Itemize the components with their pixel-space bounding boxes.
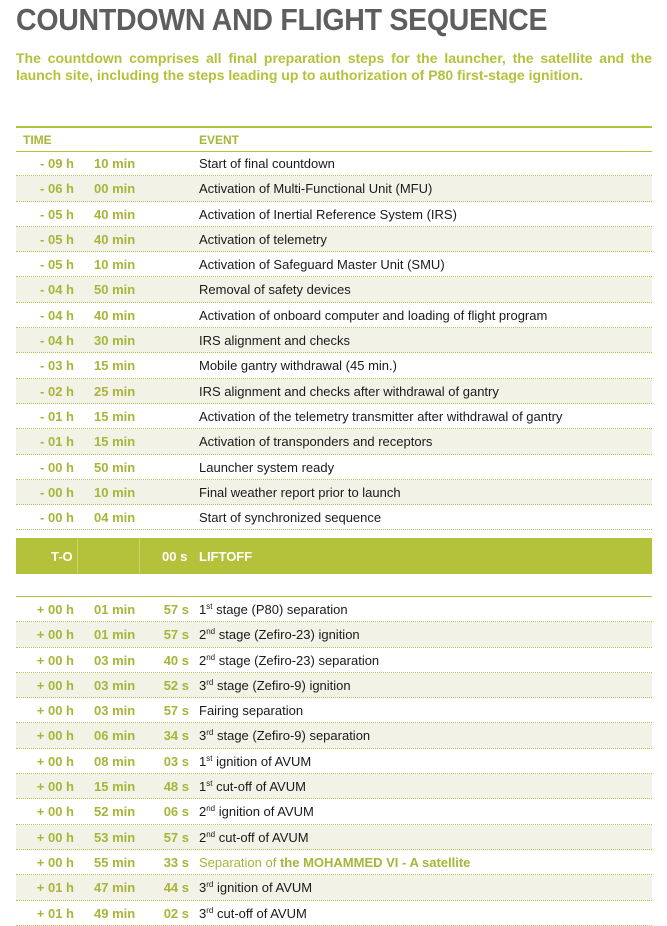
- seconds-cell: 48 s: [163, 779, 189, 795]
- minutes-cell: 53 min: [94, 829, 136, 845]
- hours-cell: - 02 h: [40, 383, 74, 399]
- event-cell: [199, 653, 379, 668]
- event-cell: Launcher system ready: [199, 459, 335, 475]
- seconds-cell: 57 s: [163, 703, 189, 719]
- ordinal-suffix: nd: [206, 627, 216, 637]
- event-text: cut-off of AVUM: [213, 905, 307, 921]
- ordinal-suffix: rd: [206, 905, 214, 915]
- minutes-cell: 15 min: [94, 779, 136, 795]
- minutes-cell: 15 min: [94, 358, 136, 374]
- hours-cell: - 00 h: [40, 459, 74, 475]
- event-cell: Activation of transponders and receptors: [199, 434, 433, 450]
- event-text: stage (Zefiro-23) ignition: [215, 627, 360, 643]
- hours-cell: - 06 h: [40, 181, 74, 197]
- minutes-cell: 25 min: [94, 383, 136, 399]
- hours-cell: + 00 h: [36, 728, 74, 744]
- hours-cell: - 09 h: [40, 156, 74, 171]
- minutes-cell: 03 min: [94, 677, 136, 693]
- event-cell: [199, 880, 312, 895]
- table-row: [16, 698, 652, 723]
- minutes-cell: 50 min: [94, 282, 136, 298]
- hours-cell: - 05 h: [40, 231, 74, 247]
- table-row: [16, 850, 652, 875]
- event-cell: [199, 754, 311, 769]
- minutes-cell: 06 min: [94, 728, 136, 744]
- satellite-name: the MOHAMMED VI - A satellite: [279, 854, 471, 870]
- table-row: [16, 799, 652, 824]
- table-row: [16, 303, 652, 328]
- seconds-cell: 52 s: [163, 677, 189, 693]
- ordinal-suffix: st: [206, 602, 213, 611]
- ordinal-number: 1: [199, 602, 207, 617]
- seconds-cell: 44 s: [163, 880, 189, 896]
- event-cell: [199, 627, 360, 642]
- minutes-cell: 00 min: [94, 181, 136, 197]
- minutes-cell: 52 min: [94, 804, 136, 820]
- event-header: EVENT: [199, 133, 240, 147]
- hours-cell: - 00 h: [40, 510, 74, 526]
- liftoff-seconds: 00 s: [162, 549, 188, 564]
- table-row: [16, 404, 652, 429]
- table-row: [16, 151, 652, 176]
- hours-cell: - 01 h: [40, 434, 74, 450]
- table-row: [16, 480, 652, 505]
- hours-cell: + 01 h: [36, 880, 74, 896]
- minutes-cell: 40 min: [94, 206, 136, 222]
- countdown-table: [16, 151, 652, 530]
- hours-cell: + 00 h: [36, 677, 74, 693]
- event-cell: Mobile gantry withdrawal (45 min.): [199, 358, 397, 374]
- hours-cell: - 04 h: [40, 307, 74, 323]
- liftoff-label: T-O: [51, 549, 73, 564]
- event-cell: Removal of safety devices: [199, 282, 351, 298]
- event-cell: Final weather report prior to launch: [199, 484, 401, 500]
- table-row: [16, 176, 652, 201]
- minutes-cell: 47 min: [94, 880, 136, 896]
- minutes-cell: 49 min: [94, 905, 136, 921]
- seconds-cell: 33 s: [163, 854, 189, 870]
- event-text: stage (Zefiro-9) ignition: [213, 677, 351, 693]
- event-cell: [199, 855, 470, 870]
- event-cell: [199, 830, 309, 845]
- table-row: [16, 379, 652, 404]
- ordinal-suffix: st: [206, 779, 213, 789]
- table-row: [16, 353, 652, 378]
- table-row: [16, 648, 652, 673]
- table-row: [16, 723, 652, 748]
- hours-cell: + 00 h: [36, 829, 74, 845]
- event-cell: Start of final countdown: [199, 156, 335, 171]
- hours-cell: - 05 h: [40, 206, 74, 222]
- event-cell: Activation of Multi-Functional Unit (MFU): [199, 181, 433, 197]
- minutes-cell: 08 min: [94, 753, 136, 769]
- ordinal-number: 3: [199, 677, 207, 693]
- hours-cell: - 05 h: [40, 257, 74, 273]
- seconds-cell: 57 s: [163, 602, 189, 617]
- minutes-cell: 50 min: [94, 459, 136, 475]
- event-cell: IRS alignment and checks: [199, 333, 351, 349]
- event-cell: Activation of the telemetry transmitter after withdrawal of gantry: [199, 408, 563, 424]
- minutes-cell: 03 min: [94, 652, 136, 668]
- hours-cell: - 00 h: [40, 484, 74, 500]
- flight-table: [16, 597, 652, 926]
- ordinal-suffix: nd: [206, 829, 216, 839]
- seconds-cell: 34 s: [163, 728, 189, 744]
- event-text: stage (P80) separation: [212, 602, 348, 617]
- minutes-cell: 03 min: [94, 703, 136, 719]
- event-text: ignition of AVUM: [212, 753, 312, 769]
- event-text: ignition of AVUM: [215, 804, 314, 820]
- hours-cell: - 03 h: [40, 358, 74, 374]
- ordinal-number: 1: [199, 779, 207, 795]
- ordinal-suffix: nd: [206, 652, 216, 662]
- minutes-cell: 30 min: [94, 333, 136, 349]
- hours-cell: - 01 h: [40, 408, 74, 424]
- event-text: cut-off of AVUM: [215, 829, 309, 845]
- table-row: [16, 875, 652, 900]
- seconds-cell: 06 s: [163, 804, 189, 820]
- event-cell: [199, 906, 307, 921]
- minutes-cell: 10 min: [94, 484, 136, 500]
- event-cell: [199, 804, 314, 819]
- minutes-cell: 01 min: [94, 602, 136, 617]
- table-row: [16, 901, 652, 926]
- minutes-cell: 01 min: [94, 627, 136, 643]
- table-row: [16, 505, 652, 530]
- page-title: COUNTDOWN AND FLIGHT SEQUENCE: [16, 2, 548, 37]
- minutes-cell: 55 min: [94, 854, 136, 870]
- event-cell: Activation of Safeguard Master Unit (SMU): [199, 257, 445, 273]
- table-row: [16, 202, 652, 227]
- minutes-cell: 04 min: [94, 510, 136, 526]
- event-cell: [199, 779, 306, 794]
- event-cell: IRS alignment and checks after withdrawal of gantry: [199, 383, 499, 399]
- hours-cell: + 00 h: [36, 652, 74, 668]
- event-cell: Activation of telemetry: [199, 231, 327, 247]
- hours-cell: + 01 h: [36, 905, 74, 921]
- hours-cell: + 00 h: [36, 779, 74, 795]
- table-row: [16, 429, 652, 454]
- seconds-cell: 40 s: [163, 652, 189, 668]
- seconds-cell: 02 s: [163, 905, 189, 921]
- minutes-cell: 40 min: [94, 307, 136, 323]
- minutes-cell: 15 min: [94, 408, 136, 424]
- hours-cell: - 04 h: [40, 282, 74, 298]
- table-row: [16, 749, 652, 774]
- minutes-cell: 40 min: [94, 231, 136, 247]
- hours-cell: + 00 h: [36, 627, 74, 643]
- ordinal-number: 3: [199, 905, 207, 921]
- seconds-cell: 57 s: [163, 829, 189, 845]
- ordinal-suffix: rd: [206, 728, 214, 738]
- table-row: [16, 825, 652, 850]
- minutes-cell: 10 min: [94, 156, 136, 171]
- event-cell: Activation of onboard computer and loading of flight program: [199, 307, 548, 323]
- event-cell: [199, 678, 351, 693]
- event-text: stage (Zefiro-9) separation: [213, 728, 371, 744]
- table-row: [16, 328, 652, 353]
- event-cell: Activation of Inertial Reference System (IRS): [199, 206, 457, 222]
- event-cell: [199, 703, 303, 718]
- ordinal-suffix: st: [206, 753, 213, 763]
- hours-cell: + 00 h: [36, 804, 74, 820]
- hours-cell: + 00 h: [36, 753, 74, 769]
- ordinal-number: 2: [199, 627, 207, 643]
- event-text: Fairing separation: [199, 703, 304, 719]
- table-row: [16, 252, 652, 277]
- table-row: [16, 277, 652, 302]
- seconds-cell: 03 s: [163, 753, 189, 769]
- ordinal-number: 3: [199, 880, 207, 896]
- event-text: stage (Zefiro-23) separation: [215, 652, 380, 668]
- ordinal-number: 2: [199, 652, 207, 668]
- event-cell: [199, 728, 370, 743]
- event-cell: Start of synchronized sequence: [199, 510, 382, 526]
- event-text: Separation of: [199, 854, 277, 870]
- minutes-cell: 15 min: [94, 434, 136, 450]
- ordinal-suffix: nd: [206, 804, 216, 814]
- table-row: [16, 622, 652, 647]
- time-header: TIME: [23, 133, 52, 147]
- ordinal-suffix: rd: [206, 677, 214, 687]
- table-row: [16, 597, 652, 622]
- event-text: ignition of AVUM: [213, 880, 313, 896]
- event-cell: [199, 602, 348, 617]
- ordinal-suffix: rd: [206, 880, 214, 890]
- ordinal-number: 2: [199, 804, 207, 820]
- seconds-cell: 57 s: [163, 627, 189, 643]
- minutes-cell: 10 min: [94, 257, 136, 273]
- liftoff-row: [16, 538, 652, 574]
- intro-paragraph: The countdown comprises all final preparation steps for the launcher, the satellite and the launch site, including the steps leading up to authorization of P80 first-stage ignition.: [16, 50, 652, 83]
- hours-cell: + 00 h: [36, 854, 74, 870]
- table-row: [16, 455, 652, 480]
- event-text: cut-off of AVUM: [212, 779, 306, 795]
- table-header: [16, 126, 652, 152]
- table-row: [16, 227, 652, 252]
- ordinal-number: 3: [199, 728, 207, 744]
- table-row: [16, 673, 652, 698]
- ordinal-number: 1: [199, 753, 207, 769]
- hours-cell: + 00 h: [36, 602, 74, 617]
- liftoff-event: LIFTOFF: [199, 549, 253, 564]
- ordinal-number: 2: [199, 829, 207, 845]
- table-row: [16, 774, 652, 799]
- hours-cell: + 00 h: [36, 703, 74, 719]
- hours-cell: - 04 h: [40, 333, 74, 349]
